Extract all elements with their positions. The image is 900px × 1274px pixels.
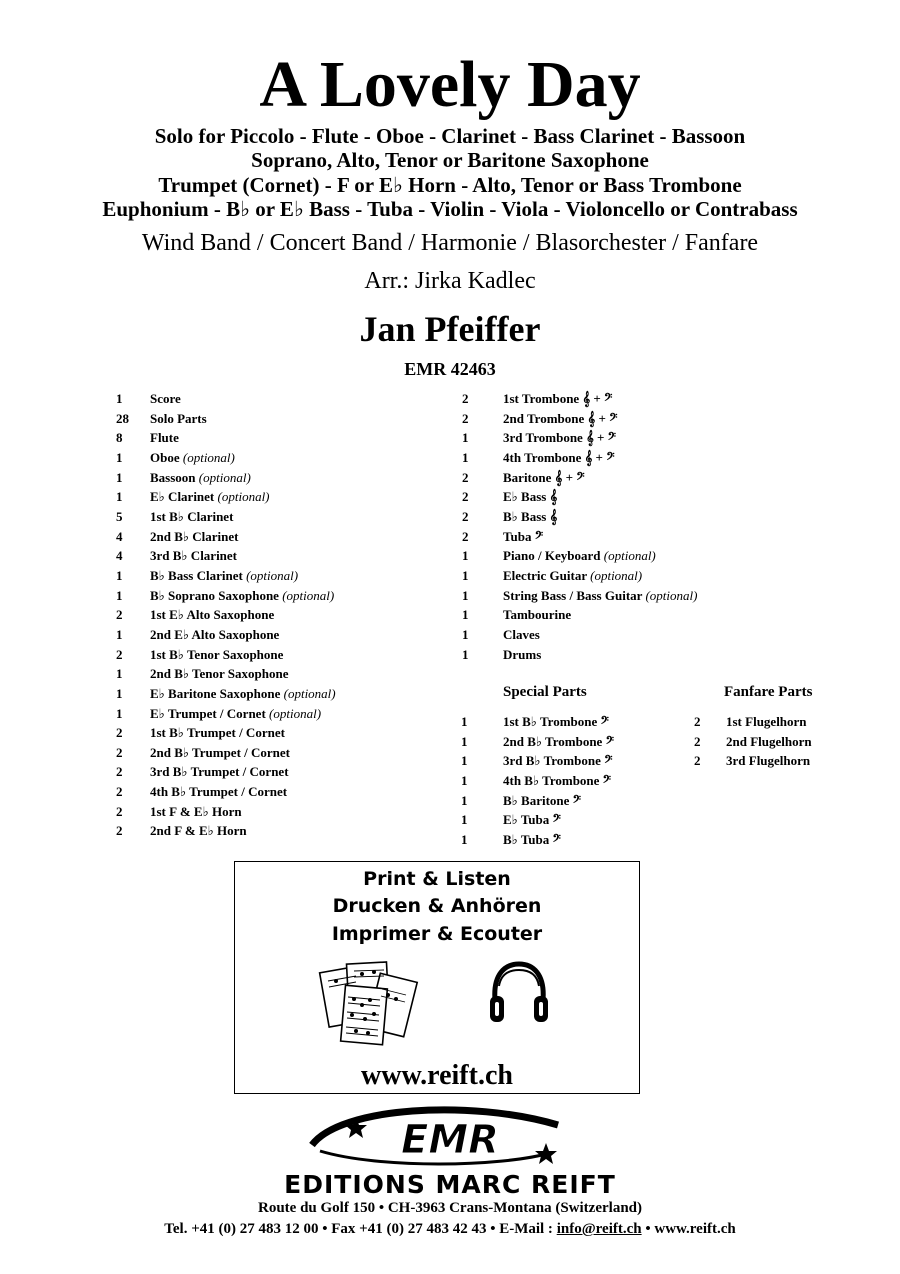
part-quantity: 1: [461, 831, 468, 847]
part-row: [116, 664, 416, 684]
part-quantity: 2: [116, 744, 123, 760]
part-quantity: 1: [461, 714, 468, 729]
part-quantity: 4: [116, 548, 123, 564]
part-quantity: 2: [116, 646, 123, 662]
part-row: [462, 605, 752, 625]
part-name: [503, 605, 571, 625]
parts-list-left: [116, 389, 416, 841]
part-quantity: 1: [461, 812, 468, 828]
email-link[interactable]: info@reift.ch: [556, 1221, 642, 1237]
part-quantity: 1: [116, 391, 123, 406]
part-instrument: 3rd B♭ Trumpet / Cornet: [150, 764, 289, 780]
part-instrument: E♭ Tuba 𝄢: [503, 812, 561, 828]
part-instrument: E♭ Clarinet: [150, 489, 215, 505]
part-instrument: E♭ Bass 𝄞: [503, 489, 558, 505]
publisher-name: EDITIONS MARC REIFT: [284, 1170, 616, 1199]
part-quantity: 2: [116, 803, 123, 819]
part-instrument: 2nd F & E♭ Horn: [150, 823, 247, 839]
part-name: [150, 487, 270, 507]
part-instrument: E♭ Trumpet / Cornet: [150, 705, 266, 721]
part-instrument: Tambourine: [503, 607, 572, 623]
optional-note: (optional): [645, 587, 698, 603]
part-name: [150, 782, 287, 802]
part-quantity: 28: [116, 410, 129, 426]
part-quantity: 1: [462, 646, 469, 662]
part-row: [116, 782, 416, 802]
part-name: [503, 566, 642, 586]
part-instrument: 1st E♭ Alto Saxophone: [150, 607, 275, 623]
part-instrument: 2nd B♭ Trumpet / Cornet: [150, 744, 290, 760]
optional-note: (optional): [283, 685, 336, 701]
optional-note: (optional): [182, 449, 235, 465]
part-name: [503, 645, 541, 665]
part-quantity: 1: [462, 607, 469, 623]
part-instrument: Drums: [503, 646, 542, 662]
part-quantity: 2: [116, 764, 123, 780]
part-quantity: 1: [462, 567, 469, 583]
part-row: [461, 830, 681, 850]
catalog-number: EMR 42463: [404, 359, 496, 379]
part-name: [503, 586, 697, 606]
part-name: [503, 487, 557, 507]
emr-logo: [300, 1105, 600, 1169]
part-row: [461, 771, 681, 791]
part-row: [116, 468, 416, 488]
part-row: [116, 625, 416, 645]
fanfare-parts-list: [694, 712, 854, 771]
part-instrument: 4th B♭ Trombone 𝄢: [503, 772, 612, 788]
part-name: [150, 723, 285, 743]
promo-url-link[interactable]: www.reift.ch: [361, 1060, 513, 1091]
contact-phone-fax: Tel. +41 (0) 27 483 12 00 • Fax +41 (0) 27 483 42 43 • E-Mail :: [164, 1221, 557, 1237]
part-instrument: B♭ Baritone 𝄢: [503, 792, 582, 808]
part-instrument: Solo Parts: [150, 410, 207, 426]
part-name: [150, 566, 298, 586]
part-quantity: 2: [694, 733, 701, 749]
part-instrument: Bassoon: [150, 469, 196, 485]
part-name: [503, 625, 540, 645]
part-name: [726, 751, 810, 771]
part-row: [116, 802, 416, 822]
part-row: [116, 684, 416, 704]
part-quantity: 1: [116, 489, 123, 505]
part-quantity: 2: [116, 823, 123, 839]
part-row: [462, 566, 752, 586]
part-row: [462, 487, 752, 507]
part-name: [150, 409, 207, 429]
part-instrument: B♭ Tuba 𝄢: [503, 831, 561, 847]
part-instrument: 1st B♭ Trumpet / Cornet: [150, 725, 285, 741]
part-quantity: 1: [462, 449, 469, 465]
subtitle-line: Trumpet (Cornet) - F or E♭ Horn - Alto, Tenor or Bass Trombone: [158, 173, 742, 197]
subtitle-line: Euphonium - B♭ or E♭ Bass - Tuba - Violin - Viola - Violoncello or Contrabass: [102, 197, 798, 221]
part-row: [116, 743, 416, 763]
special-parts-heading: Special Parts: [503, 684, 587, 700]
part-row: [461, 810, 681, 830]
part-name: [503, 468, 585, 488]
part-instrument: 2nd Trombone 𝄞 + 𝄢: [503, 410, 618, 426]
part-quantity: 1: [461, 772, 468, 788]
part-instrument: B♭ Bass 𝄞: [503, 508, 558, 524]
part-quantity: 2: [462, 489, 469, 505]
part-instrument: 3rd B♭ Clarinet: [150, 548, 238, 564]
optional-note: (optional): [282, 587, 335, 603]
part-instrument: 1st F & E♭ Horn: [150, 803, 242, 819]
part-name: [150, 428, 179, 448]
part-name: [150, 468, 251, 488]
part-row: [116, 645, 416, 665]
part-instrument: 3rd B♭ Trombone 𝄢: [503, 753, 613, 769]
part-name: [503, 751, 612, 771]
part-name: [150, 802, 242, 822]
part-row: [462, 546, 752, 566]
part-row: [116, 487, 416, 507]
part-instrument: Flute: [150, 430, 179, 446]
part-name: [503, 527, 543, 547]
part-instrument: Claves: [503, 626, 540, 642]
part-name: [150, 821, 247, 841]
part-row: [116, 389, 416, 409]
part-row: [462, 527, 752, 547]
part-quantity: 1: [461, 733, 468, 749]
part-name: [726, 712, 807, 732]
part-instrument: 1st B♭ Clarinet: [150, 508, 234, 524]
part-row: [116, 507, 416, 527]
part-quantity: 2: [116, 725, 123, 741]
part-quantity: 1: [462, 430, 469, 446]
part-row: [116, 723, 416, 743]
part-quantity: 4: [116, 528, 123, 544]
part-instrument: 4th Trombone 𝄞 + 𝄢: [503, 449, 615, 465]
part-name: [503, 507, 557, 527]
part-instrument: B♭ Bass Clarinet: [150, 567, 243, 583]
part-row: [462, 428, 752, 448]
part-row: [116, 428, 416, 448]
part-name: [150, 704, 321, 724]
part-instrument: Score: [150, 391, 181, 406]
part-quantity: 2: [694, 714, 701, 729]
part-row: [116, 409, 416, 429]
part-quantity: 1: [116, 469, 123, 485]
part-instrument: 4th B♭ Trumpet / Cornet: [150, 784, 288, 800]
part-row: [462, 625, 752, 645]
part-quantity: 2: [694, 753, 701, 769]
part-name: [503, 830, 561, 850]
publisher-address: Route du Golf 150 • CH-3963 Crans-Montana (Switzerland): [258, 1200, 642, 1216]
special-parts-list: [461, 712, 681, 850]
logo-lettering: EMR: [401, 1117, 499, 1163]
ensemble-line: Wind Band / Concert Band / Harmonie / Blasorchester / Fanfare: [141, 230, 759, 256]
part-instrument: 2nd B♭ Trombone 𝄢: [503, 733, 614, 749]
part-row: [694, 712, 854, 732]
part-quantity: 1: [116, 626, 123, 642]
part-row: [461, 732, 681, 752]
part-instrument: 2nd B♭ Tenor Saxophone: [150, 666, 289, 682]
part-name: [503, 771, 611, 791]
page-title: A Lovely Day: [259, 48, 641, 121]
part-name: [503, 810, 561, 830]
part-row: [694, 732, 854, 752]
part-quantity: 2: [116, 607, 123, 623]
publisher-contact: [0, 1220, 900, 1238]
part-instrument: 3rd Trombone 𝄞 + 𝄢: [503, 430, 617, 446]
part-instrument: 2nd B♭ Clarinet: [150, 528, 239, 544]
optional-note: (optional): [217, 489, 270, 505]
part-instrument: Tuba 𝄢: [503, 528, 544, 544]
promo-line-en: Print & Listen: [363, 868, 511, 890]
part-name: [150, 625, 279, 645]
part-quantity: 2: [116, 784, 123, 800]
part-row: [461, 712, 681, 732]
part-instrument: Piano / Keyboard: [503, 548, 601, 564]
part-quantity: 1: [116, 666, 123, 682]
part-row: [116, 448, 416, 468]
part-row: [462, 507, 752, 527]
optional-note: (optional): [198, 469, 251, 485]
part-row: [116, 586, 416, 606]
part-quantity: 1: [461, 792, 468, 808]
optional-note: (optional): [590, 567, 643, 583]
part-name: [503, 428, 616, 448]
sheet-music-icon: [318, 959, 428, 1049]
part-row: [116, 605, 416, 625]
part-quantity: 8: [116, 430, 123, 446]
part-quantity: 2: [462, 508, 469, 524]
part-name: [150, 507, 233, 527]
part-instrument: Electric Guitar: [503, 567, 587, 583]
part-name: [503, 448, 615, 468]
part-name: [503, 791, 581, 811]
promo-line-fr: Imprimer & Ecouter: [331, 923, 543, 945]
part-name: [150, 684, 336, 704]
part-row: [462, 468, 752, 488]
contact-website: • www.reift.ch: [641, 1221, 736, 1237]
part-quantity: 1: [462, 548, 469, 564]
part-quantity: 1: [462, 626, 469, 642]
part-row: [116, 762, 416, 782]
part-quantity: 1: [116, 705, 123, 721]
part-row: [462, 389, 752, 409]
part-row: [462, 645, 752, 665]
headphones-icon: [487, 960, 551, 1028]
part-name: [150, 743, 290, 763]
part-quantity: 1: [116, 567, 123, 583]
subtitle-line: Soprano, Alto, Tenor or Baritone Saxophone: [251, 148, 649, 172]
part-instrument: Baritone 𝄞 + 𝄢: [503, 469, 585, 485]
part-instrument: Oboe: [150, 449, 180, 465]
part-quantity: 1: [116, 685, 123, 701]
part-row: [116, 527, 416, 547]
part-quantity: 5: [116, 508, 123, 524]
part-name: [503, 546, 656, 566]
part-instrument: 1st Trombone 𝄞 + 𝄢: [503, 391, 613, 406]
part-quantity: 1: [116, 449, 123, 465]
part-instrument: B♭ Soprano Saxophone: [150, 587, 279, 603]
part-row: [116, 704, 416, 724]
part-quantity: 2: [462, 410, 469, 426]
part-row: [116, 821, 416, 841]
part-name: [726, 732, 812, 752]
fanfare-parts-heading: Fanfare Parts: [724, 684, 813, 700]
part-instrument: String Bass / Bass Guitar: [503, 587, 643, 603]
part-quantity: 2: [462, 469, 469, 485]
parts-list-right: [462, 389, 752, 664]
part-quantity: 2: [462, 391, 469, 406]
part-row: [461, 791, 681, 811]
part-instrument: 1st Flugelhorn: [726, 714, 807, 729]
part-instrument: 2nd E♭ Alto Saxophone: [150, 626, 280, 642]
part-instrument: 3rd Flugelhorn: [726, 753, 811, 769]
part-quantity: 1: [116, 587, 123, 603]
part-quantity: 1: [462, 587, 469, 603]
part-row: [461, 751, 681, 771]
arranger: Arr.: Jirka Kadlec: [364, 268, 536, 294]
composer: Jan Pfeiffer: [359, 309, 541, 349]
part-name: [150, 664, 288, 684]
part-row: [116, 566, 416, 586]
part-quantity: 2: [462, 528, 469, 544]
part-name: [150, 448, 235, 468]
part-row: [462, 409, 752, 429]
optional-note: (optional): [246, 567, 299, 583]
part-row: [694, 751, 854, 771]
part-name: [150, 586, 334, 606]
part-instrument: 2nd Flugelhorn: [726, 733, 812, 749]
part-row: [116, 546, 416, 566]
subtitle-line: Solo for Piccolo - Flute - Oboe - Clarinet - Bass Clarinet - Bassoon: [154, 124, 746, 148]
part-instrument: 1st B♭ Tenor Saxophone: [150, 646, 284, 662]
part-row: [462, 586, 752, 606]
optional-note: (optional): [603, 548, 656, 564]
part-name: [150, 389, 181, 409]
promo-line-de: Drucken & Anhören: [332, 895, 542, 917]
part-name: [150, 762, 289, 782]
optional-note: (optional): [269, 705, 322, 721]
part-name: [150, 527, 238, 547]
part-name: [503, 732, 614, 752]
print-listen-box: [234, 861, 640, 1094]
part-row: [462, 448, 752, 468]
part-name: [150, 546, 237, 566]
part-name: [150, 645, 283, 665]
part-name: [150, 605, 274, 625]
part-instrument: E♭ Baritone Saxophone: [150, 685, 281, 701]
part-instrument: 1st B♭ Trombone 𝄢: [503, 714, 609, 729]
part-name: [503, 409, 617, 429]
part-name: [503, 389, 612, 409]
part-name: [503, 712, 609, 732]
part-quantity: 1: [461, 753, 468, 769]
